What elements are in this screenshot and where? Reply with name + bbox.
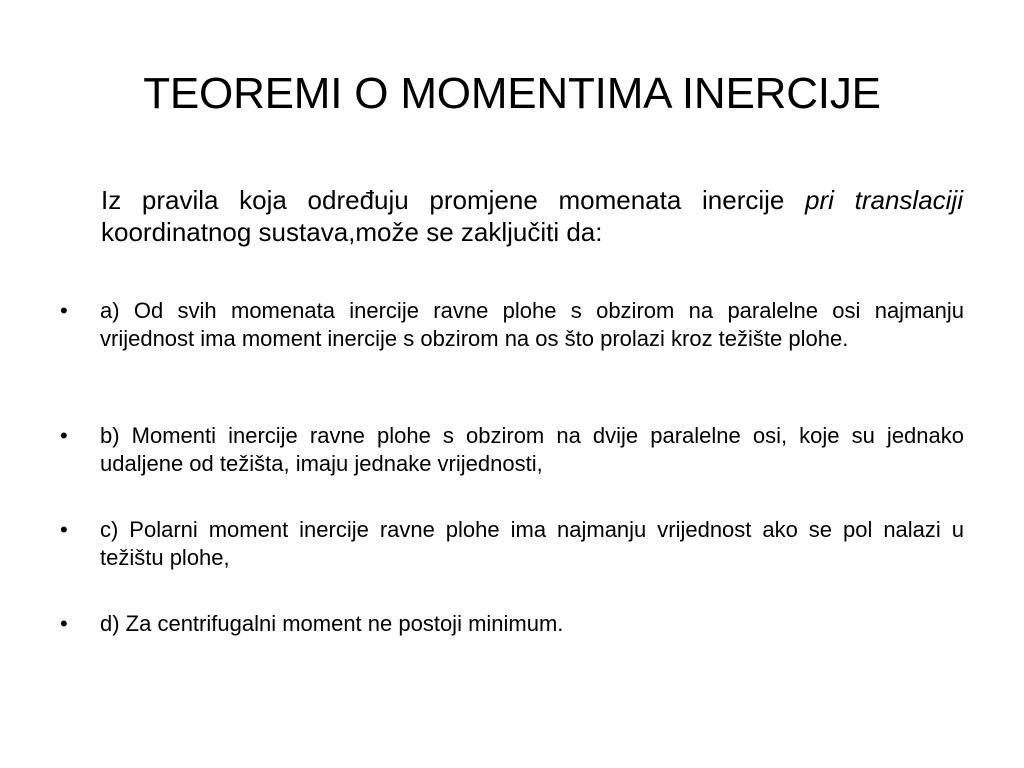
intro-italic-term: pri translaciji	[805, 185, 963, 215]
list-item-text: b) Momenti inercije ravne plohe s obzirom na dvije paralelne osi, koje su jednako udaljene od težišta, imaju jednake vrijednosti,	[100, 423, 964, 476]
slide-title: TEOREMI O MOMENTIMA INERCIJE	[143, 69, 881, 118]
list-item-text: d) Za centrifugalni moment ne postoji minimum.	[100, 611, 564, 636]
bullet-icon: •	[60, 423, 68, 448]
bullet-icon: •	[60, 611, 68, 636]
list-item-text: a) Od svih momenata inercije ravne plohe s obzirom na paralelne osi najmanju vrijednost ima moment inercije s obzirom na os što prolazi kroz težište plohe.	[100, 298, 964, 351]
list-item-text: c) Polarni moment inercije ravne plohe ima najmanju vrijednost ako se pol nalazi u težištu plohe,	[100, 517, 964, 570]
intro-paragraph	[101, 184, 963, 248]
bullet-icon: •	[60, 298, 68, 323]
bullet-icon: •	[60, 517, 68, 542]
intro-text-start: Iz pravila koja određuju promjene momenata inercije	[101, 185, 806, 215]
intro-text-end: koordinatnog sustava,može se zaključiti da:	[101, 217, 603, 247]
